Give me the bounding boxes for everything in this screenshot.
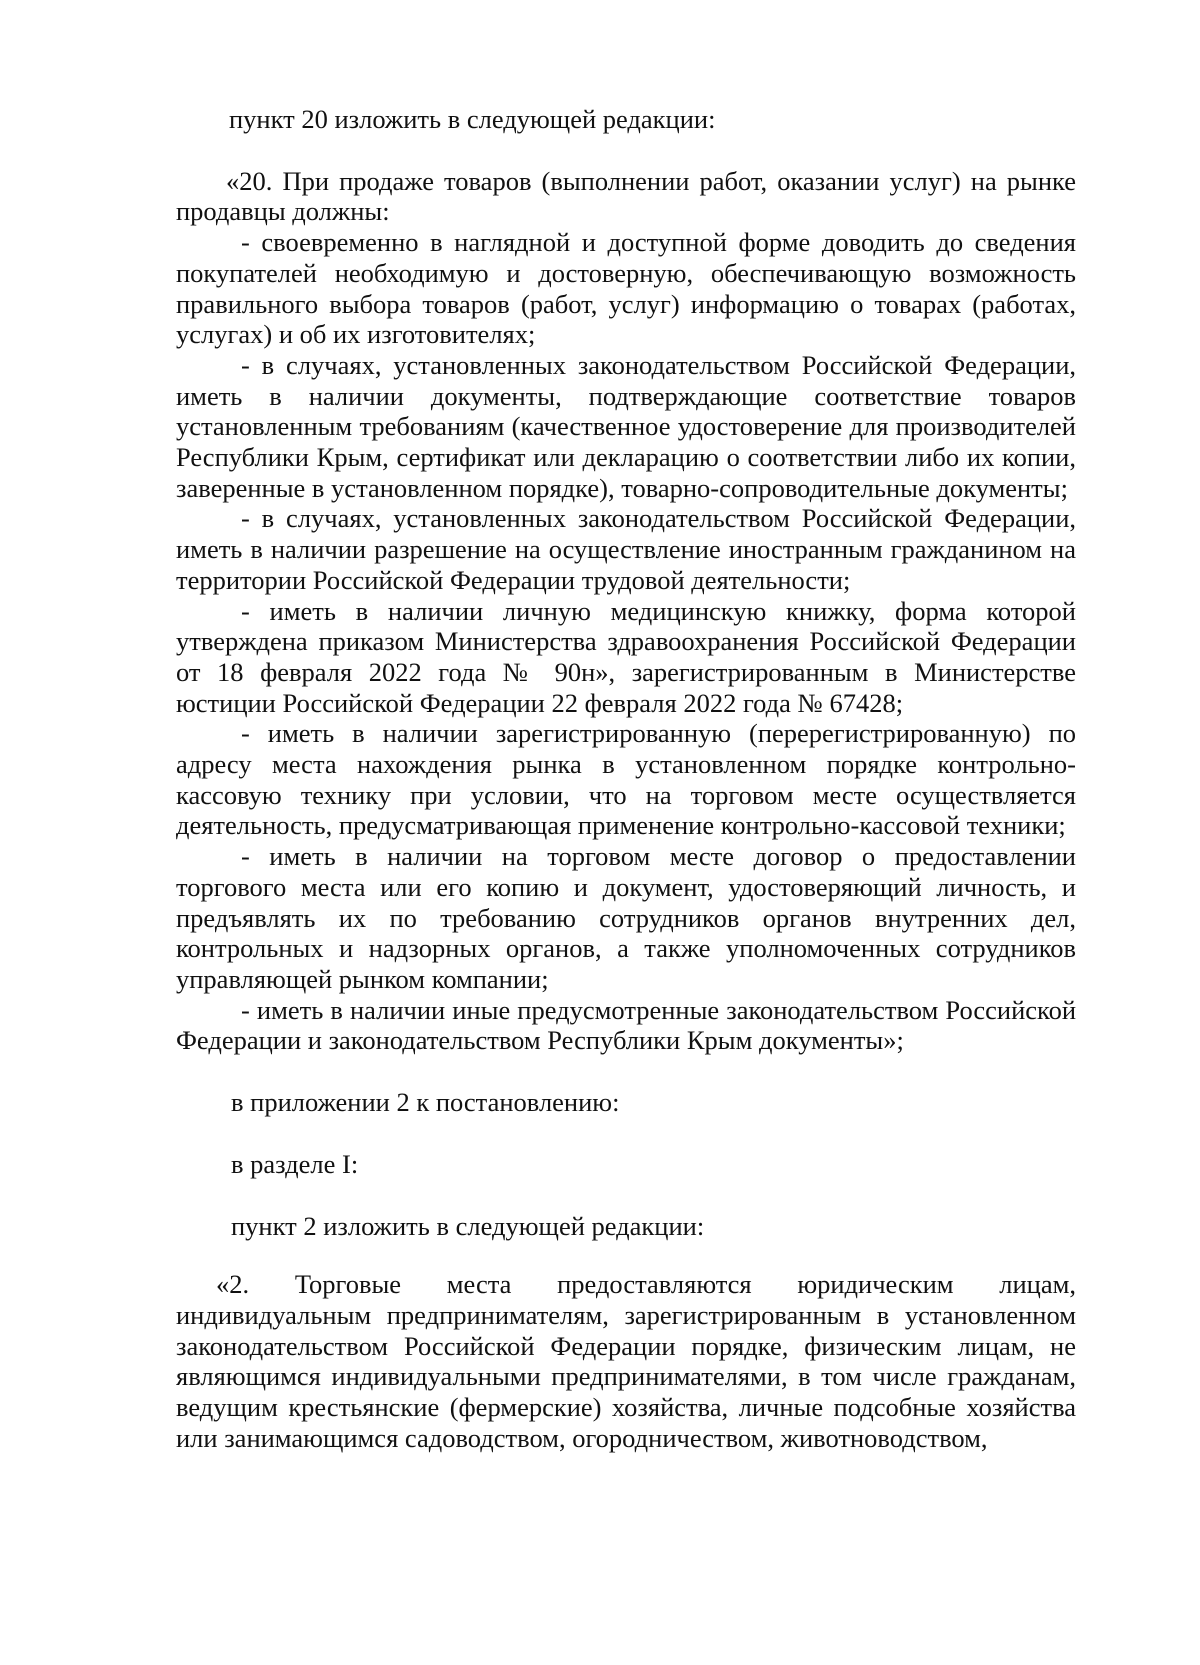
paragraph-amend-point-20: пункт 20 изложить в следующей редакции: [229, 104, 716, 134]
paragraph-appendix-2: в приложении 2 к постановлению: [231, 1087, 620, 1118]
paragraph-bullet-other-documents: - иметь в наличии иные предусмотренные законодательством Российской Федерации и законодательством Республики Крым документы»; [176, 994, 1076, 1056]
paragraph-bullet-conformity-documents: - в случаях, установленных законодательством Российской Федерации, иметь в наличии документы, подтверждающие соответствие товаров установленным требованиям (качественное удостоверение для производителей Республики Крым, сертификат или декларацию о соответствии либо их копии, заверенные в установленном порядке), товарно-сопроводительные документы; [176, 349, 1076, 503]
paragraph-bullet-medical-book: - иметь в наличии личную медицинскую книжку, форма которой утверждена приказом Министерства здравоохранения Российской Федерации от 18 февраля 2022 года № 90н», зарегистрированным в Министерстве юстиции Российской Федерации 22 февраля 2022 года № 67428; [176, 595, 1076, 718]
paragraph-amend-point-2: пункт 2 изложить в следующей редакции: [231, 1210, 705, 1241]
paragraph-section-1: в разделе I: [231, 1148, 359, 1179]
paragraph-bullet-information: - своевременно в наглядной и доступной форме доводить до сведения покупателей необходимую и достоверную, обеспечивающую возможность правильного выбора товаров (работ, услуг) информацию о товарах (работах, услугах) и об их изготовителях; [176, 227, 1076, 350]
paragraph-bullet-cash-register: - иметь в наличии зарегистрированную (перерегистрированную) по адресу места нахождения рынка в установленном порядке контрольно-кассовую технику при условии, что на торговом месте осуществляется деятельность, предусматривающая применение контрольно-кассовой техники; [176, 718, 1076, 841]
paragraph-point-20-intro: «20. При продаже товаров (выполнении работ, оказании услуг) на рынке продавцы должны: [176, 165, 1076, 227]
paragraph-bullet-trade-place-contract: - иметь в наличии на торговом месте договор о предоставлении торгового места или его копию и документ, удостоверяющий личность, и предъявлять их по требованию сотрудников органов внутренних дел, контрольных и надзорных органов, а также уполномоченных сотрудников управляющей рынком компании; [176, 841, 1076, 994]
document-body [176, 104, 1076, 1453]
paragraph-point-2-text: «2. Торговые места предоставляются юридическим лицам, индивидуальным предпринимателям, зарегистрированным в установленном законодательством Российской Федерации порядке, физическим лицам, не являющимся индивидуальными предпринимателями, в том числе гражданам, ведущим крестьянские (фермерские) хозяйства, личные подсобные хозяйства или занимающимся садоводством, огородничеством, животноводством, [176, 1269, 1076, 1453]
paragraph-bullet-work-permit: - в случаях, установленных законодательством Российской Федерации, иметь в наличии разрешение на осуществление иностранным гражданином на территории Российской Федерации трудовой деятельности; [176, 503, 1076, 595]
